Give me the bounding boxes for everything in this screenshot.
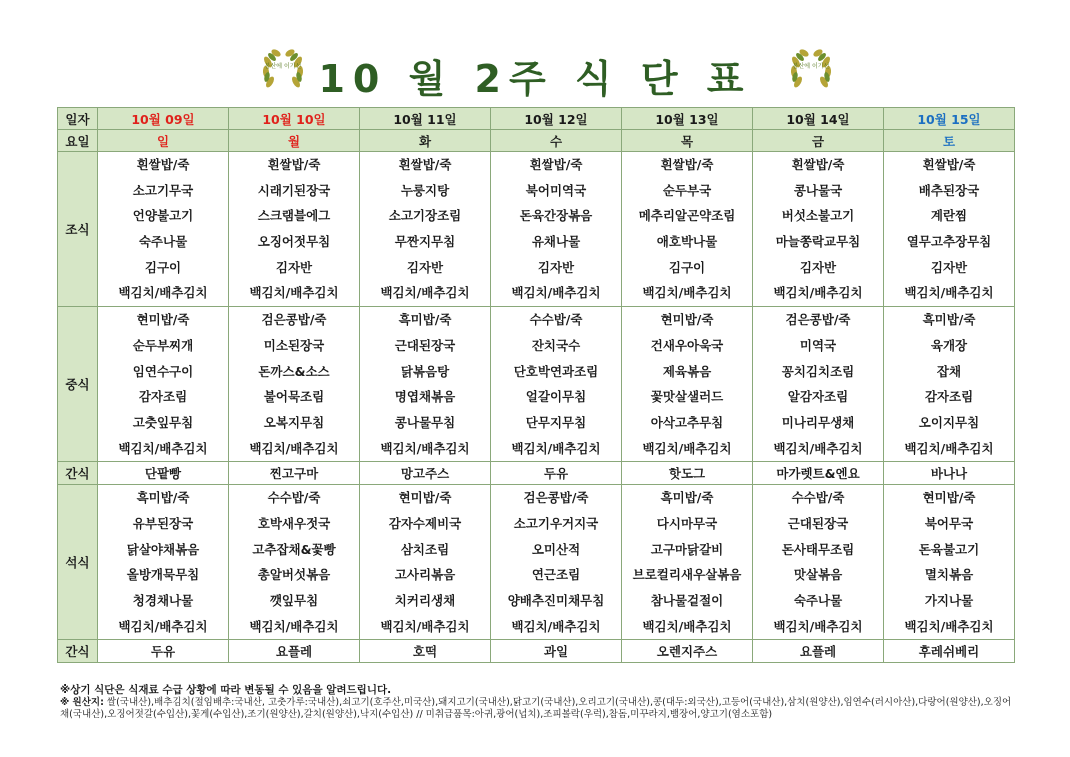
lunch-cell (884, 307, 1015, 462)
menu-item: 올방개묵무침 (126, 567, 200, 583)
menu-item: 양배추진미채무침 (507, 593, 605, 608)
breakfast-cell (491, 152, 622, 307)
breakfast-cell (229, 152, 360, 307)
menu-item: 미나리무생채 (781, 414, 855, 430)
menu-item: 오복지무침 (263, 414, 325, 430)
menu-item: 검은콩밥/죽 (785, 312, 851, 328)
logo-text: 봄산에 이기선 (264, 63, 302, 70)
breakfast-label: 조식 (58, 152, 98, 307)
menu-item: 흰쌀밥/죽 (267, 157, 321, 172)
menu-item: 돈까스&소스 (258, 363, 330, 379)
menu-item: 닭볶음탕 (400, 363, 450, 379)
menu-item: 미역국 (799, 337, 837, 353)
logo-wreath-icon (786, 44, 836, 94)
menu-item: 돈사태무조림 (781, 541, 855, 557)
lunch-cell (229, 307, 360, 462)
menu-item: 북어미역국 (525, 182, 587, 198)
menu-item: 단무지무침 (525, 414, 587, 430)
menu-item: 육개장 (930, 337, 968, 353)
menu-item: 건새우아욱국 (650, 337, 724, 353)
menu-item: 총알버섯볶음 (257, 567, 331, 583)
menu-item: 백김치/배추김치 (118, 285, 208, 301)
snack-item: 바나나 (884, 462, 1015, 485)
menu-item: 미소된장국 (263, 337, 325, 353)
menu-item: 백김치/배추김치 (773, 618, 863, 634)
menu-item: 명엽채볶음 (394, 389, 456, 405)
dinner-label: 석식 (58, 485, 98, 640)
breakfast-cell (360, 152, 491, 307)
date-cell: 10월 09일 (98, 108, 229, 130)
snack-item: 망고주스 (360, 462, 491, 485)
menu-item: 백김치/배추김치 (249, 285, 339, 301)
origin-text: 쌀(국내산),배추김치(절임배추:국내산, 고춧가루:국내산),쇠고기(호주산,미국산),돼지고기(국내산),닭고기(국내산),오리고기(국내산),콩(대두:외국산),고등어(국내산),삼치(원양산),임연수(러시아산),다랑어(원양산),오징어채(국내산),오징어젓갈(수입산),꽃게(수입산),조기(원양산),갈치(원양산),낙지(수입산) // 미취급품목:아귀,광어(넙치),조피볼락(우럭),참돔,미꾸라지,뱀장어,양고기(염소포함) (60, 696, 1012, 720)
menu-item: 순두부찌개 (132, 337, 194, 353)
menu-item: 감자조림 (924, 389, 974, 405)
menu-item: 마늘쫑락교무침 (775, 234, 861, 250)
menu-item: 알감자조림 (787, 389, 849, 405)
lunch-cell (622, 307, 753, 462)
date-cell: 10월 15일 (884, 108, 1015, 130)
menu-item: 계란찜 (930, 208, 968, 224)
menu-item: 오이지무침 (918, 414, 980, 430)
dinner-cell (491, 485, 622, 640)
snack-item: 두유 (98, 640, 229, 663)
menu-item: 현미밥/죽 (136, 312, 190, 328)
menu-item: 무짠지무침 (394, 234, 456, 250)
snack-item: 과일 (491, 640, 622, 663)
menu-item: 닭살야채볶음 (126, 541, 200, 557)
menu-item: 고추잡채&꽃빵 (252, 541, 336, 557)
menu-item: 백김치/배추김치 (118, 618, 208, 634)
menu-item: 오미산적 (531, 541, 581, 557)
menu-item: 백김치/배추김치 (773, 285, 863, 301)
menu-item: 검은콩밥/죽 (523, 490, 589, 506)
menu-item: 김자반 (799, 259, 837, 275)
breakfast-cell (98, 152, 229, 307)
menu-item: 버섯소불고기 (781, 208, 855, 224)
menu-item: 백김치/배추김치 (511, 440, 601, 456)
weekday-row (58, 130, 1015, 152)
menu-item: 흑미밥/죽 (136, 490, 190, 506)
menu-item: 백김치/배추김치 (249, 440, 339, 456)
snack-item: 두유 (491, 462, 622, 485)
breakfast-cell (884, 152, 1015, 307)
date-cell: 10월 12일 (491, 108, 622, 130)
snack-item: 단팥빵 (98, 462, 229, 485)
menu-item: 감자조림 (138, 389, 188, 405)
menu-item: 김구이 (668, 259, 706, 275)
menu-item: 참나물겉절이 (650, 593, 724, 608)
snack-item: 호떡 (360, 640, 491, 663)
menu-item: 감자수제비국 (388, 515, 462, 531)
header (0, 38, 1070, 108)
logo-text: 봄산에 이기선 (792, 63, 830, 70)
menu-item: 스크램블에그 (257, 208, 331, 224)
weekday-cell: 토 (884, 130, 1015, 152)
menu-item: 북어무국 (924, 515, 974, 531)
weekday-cell: 일 (98, 130, 229, 152)
menu-item: 김구이 (144, 259, 182, 275)
menu-item: 고구마닭갈비 (650, 541, 724, 557)
menu-item: 멸치볶음 (924, 567, 974, 583)
date-cell: 10월 13일 (622, 108, 753, 130)
dinner-cell (98, 485, 229, 640)
menu-item: 잔치국수 (531, 337, 581, 353)
menu-item: 흑미밥/죽 (922, 312, 976, 328)
snack-item: 요플레 (753, 640, 884, 663)
menu-item: 아삭고추무침 (650, 414, 724, 430)
menu-item: 시래기된장국 (257, 182, 331, 198)
date-cell: 10월 10일 (229, 108, 360, 130)
menu-item: 삼치조림 (400, 541, 450, 557)
menu-item: 백김치/배추김치 (904, 440, 994, 456)
menu-item: 수수밥/죽 (267, 490, 321, 506)
menu-item: 소고기우거지국 (513, 515, 599, 531)
page-title: 10 월 2주 식 단 표 (318, 57, 752, 101)
menu-item: 김자반 (930, 259, 968, 275)
menu-item: 임연수구이 (132, 363, 194, 379)
menu-item: 숙주나물 (793, 593, 843, 608)
menu-item: 백김치/배추김치 (642, 285, 732, 301)
menu-item: 김자반 (537, 259, 575, 275)
weekday-cell: 월 (229, 130, 360, 152)
date-cell: 10월 14일 (753, 108, 884, 130)
menu-item: 근대된장국 (787, 515, 849, 531)
notice-text: ※상기 식단은 식재료 수급 상황에 따라 변동될 수 있음을 알려드립니다. (60, 684, 392, 696)
menu-item: 현미밥/죽 (660, 312, 714, 328)
menu-item: 흰쌀밥/죽 (136, 157, 190, 172)
menu-item: 근대된장국 (394, 337, 456, 353)
menu-item: 단호박연과조림 (513, 363, 599, 379)
menu-item: 백김치/배추김치 (380, 618, 470, 634)
menu-item: 깻잎무침 (269, 593, 319, 608)
weekday-cell: 목 (622, 130, 753, 152)
menu-item: 현미밥/죽 (922, 490, 976, 506)
menu-item: 김자반 (275, 259, 313, 275)
menu-item: 제육볶음 (662, 363, 712, 379)
menu-item: 숙주나물 (138, 234, 188, 250)
snack-item: 찐고구마 (229, 462, 360, 485)
menu-item: 콩나물무침 (394, 414, 456, 430)
menu-item: 잡채 (936, 363, 962, 379)
menu-item: 다시마무국 (656, 515, 718, 531)
menu-item: 백김치/배추김치 (511, 618, 601, 634)
menu-item: 고춧잎무침 (132, 414, 194, 430)
snack-item: 마가렛트&엔요 (753, 462, 884, 485)
menu-item: 얼갈이무침 (525, 389, 587, 405)
menu-item: 백김치/배추김치 (773, 440, 863, 456)
menu-item: 수수밥/죽 (791, 490, 845, 506)
dinner-cell (229, 485, 360, 640)
breakfast-cell (622, 152, 753, 307)
snack-item: 핫도그 (622, 462, 753, 485)
footer (60, 684, 1020, 722)
menu-item: 열무고추장무침 (906, 234, 992, 250)
snack2-label: 간식 (58, 640, 98, 663)
menu-item: 흰쌀밥/죽 (529, 157, 583, 172)
snack1-label: 간식 (58, 462, 98, 485)
dinner-cell (884, 485, 1015, 640)
weekday-cell: 수 (491, 130, 622, 152)
menu-item: 꽁치김치조림 (781, 363, 855, 379)
dinner-cell (753, 485, 884, 640)
menu-item: 백김치/배추김치 (249, 618, 339, 634)
menu-item: 유부된장국 (132, 515, 194, 531)
lunch-row (58, 307, 1015, 462)
origin-info (60, 697, 1020, 722)
menu-item: 백김치/배추김치 (380, 285, 470, 301)
menu-item: 배추된장국 (918, 182, 980, 198)
lunch-label: 중식 (58, 307, 98, 462)
menu-item: 불어묵조림 (263, 389, 325, 405)
weekday-row-label: 요일 (58, 130, 98, 152)
menu-item: 김자반 (406, 259, 444, 275)
menu-item: 검은콩밥/죽 (261, 312, 327, 328)
menu-item: 백김치/배추김치 (642, 440, 732, 456)
menu-item: 메추리알곤약조림 (638, 208, 736, 224)
menu-item: 오징어젓무침 (257, 234, 331, 250)
menu-item: 유채나물 (531, 234, 581, 250)
date-cell: 10월 11일 (360, 108, 491, 130)
weekday-cell: 금 (753, 130, 884, 152)
dinner-cell (622, 485, 753, 640)
menu-item: 치커리생채 (394, 593, 456, 608)
menu-item: 소고기무국 (132, 182, 194, 198)
menu-item: 흰쌀밥/죽 (398, 157, 452, 172)
menu-item: 연근조림 (531, 567, 581, 583)
menu-item: 돈육불고기 (918, 541, 980, 557)
lunch-cell (753, 307, 884, 462)
meal-table (57, 107, 1015, 663)
menu-item: 호박새우젓국 (257, 515, 331, 531)
menu-item: 백김치/배추김치 (380, 440, 470, 456)
menu-item: 흰쌀밥/죽 (791, 157, 845, 172)
breakfast-row (58, 152, 1015, 307)
menu-item: 꽃맛살샐러드 (650, 389, 724, 405)
date-row-label: 일자 (58, 108, 98, 130)
menu-item: 수수밥/죽 (529, 312, 583, 328)
menu-item: 흑미밥/죽 (398, 312, 452, 328)
lunch-cell (360, 307, 491, 462)
weekday-cell: 화 (360, 130, 491, 152)
dinner-row (58, 485, 1015, 640)
menu-item: 콩나물국 (793, 182, 843, 198)
menu-item: 가지나물 (924, 593, 974, 608)
menu-item: 현미밥/죽 (398, 490, 452, 506)
menu-item: 흑미밥/죽 (660, 490, 714, 506)
menu-item: 백김치/배추김치 (118, 440, 208, 456)
origin-label: ※ 원산지: (60, 696, 104, 708)
menu-item: 백김치/배추김치 (642, 618, 732, 634)
menu-item: 순두부국 (662, 182, 712, 198)
menu-item: 백김치/배추김치 (904, 285, 994, 301)
lunch-cell (98, 307, 229, 462)
menu-item: 애호박나물 (656, 234, 718, 250)
lunch-cell (491, 307, 622, 462)
menu-item: 백김치/배추김치 (511, 285, 601, 301)
breakfast-cell (753, 152, 884, 307)
date-row (58, 108, 1015, 130)
menu-item: 맛살볶음 (793, 567, 843, 583)
menu-item: 소고기장조림 (388, 208, 462, 224)
menu-item: 언양불고기 (132, 208, 194, 224)
menu-item: 브로컬리새우살볶음 (632, 567, 742, 583)
dinner-cell (360, 485, 491, 640)
menu-item: 고사리볶음 (394, 567, 456, 583)
snack-item: 후레쉬베리 (884, 640, 1015, 663)
menu-item: 흰쌀밥/죽 (922, 157, 976, 172)
snack-item: 요플레 (229, 640, 360, 663)
snack1-row (58, 462, 1015, 485)
menu-item: 백김치/배추김치 (904, 618, 994, 634)
snack2-row (58, 640, 1015, 663)
snack-item: 오렌지주스 (622, 640, 753, 663)
menu-item: 누룽지탕 (400, 182, 450, 198)
menu-item: 청경채나물 (132, 593, 194, 608)
menu-item: 돈육간장볶음 (519, 208, 593, 224)
menu-item: 흰쌀밥/죽 (660, 157, 714, 172)
